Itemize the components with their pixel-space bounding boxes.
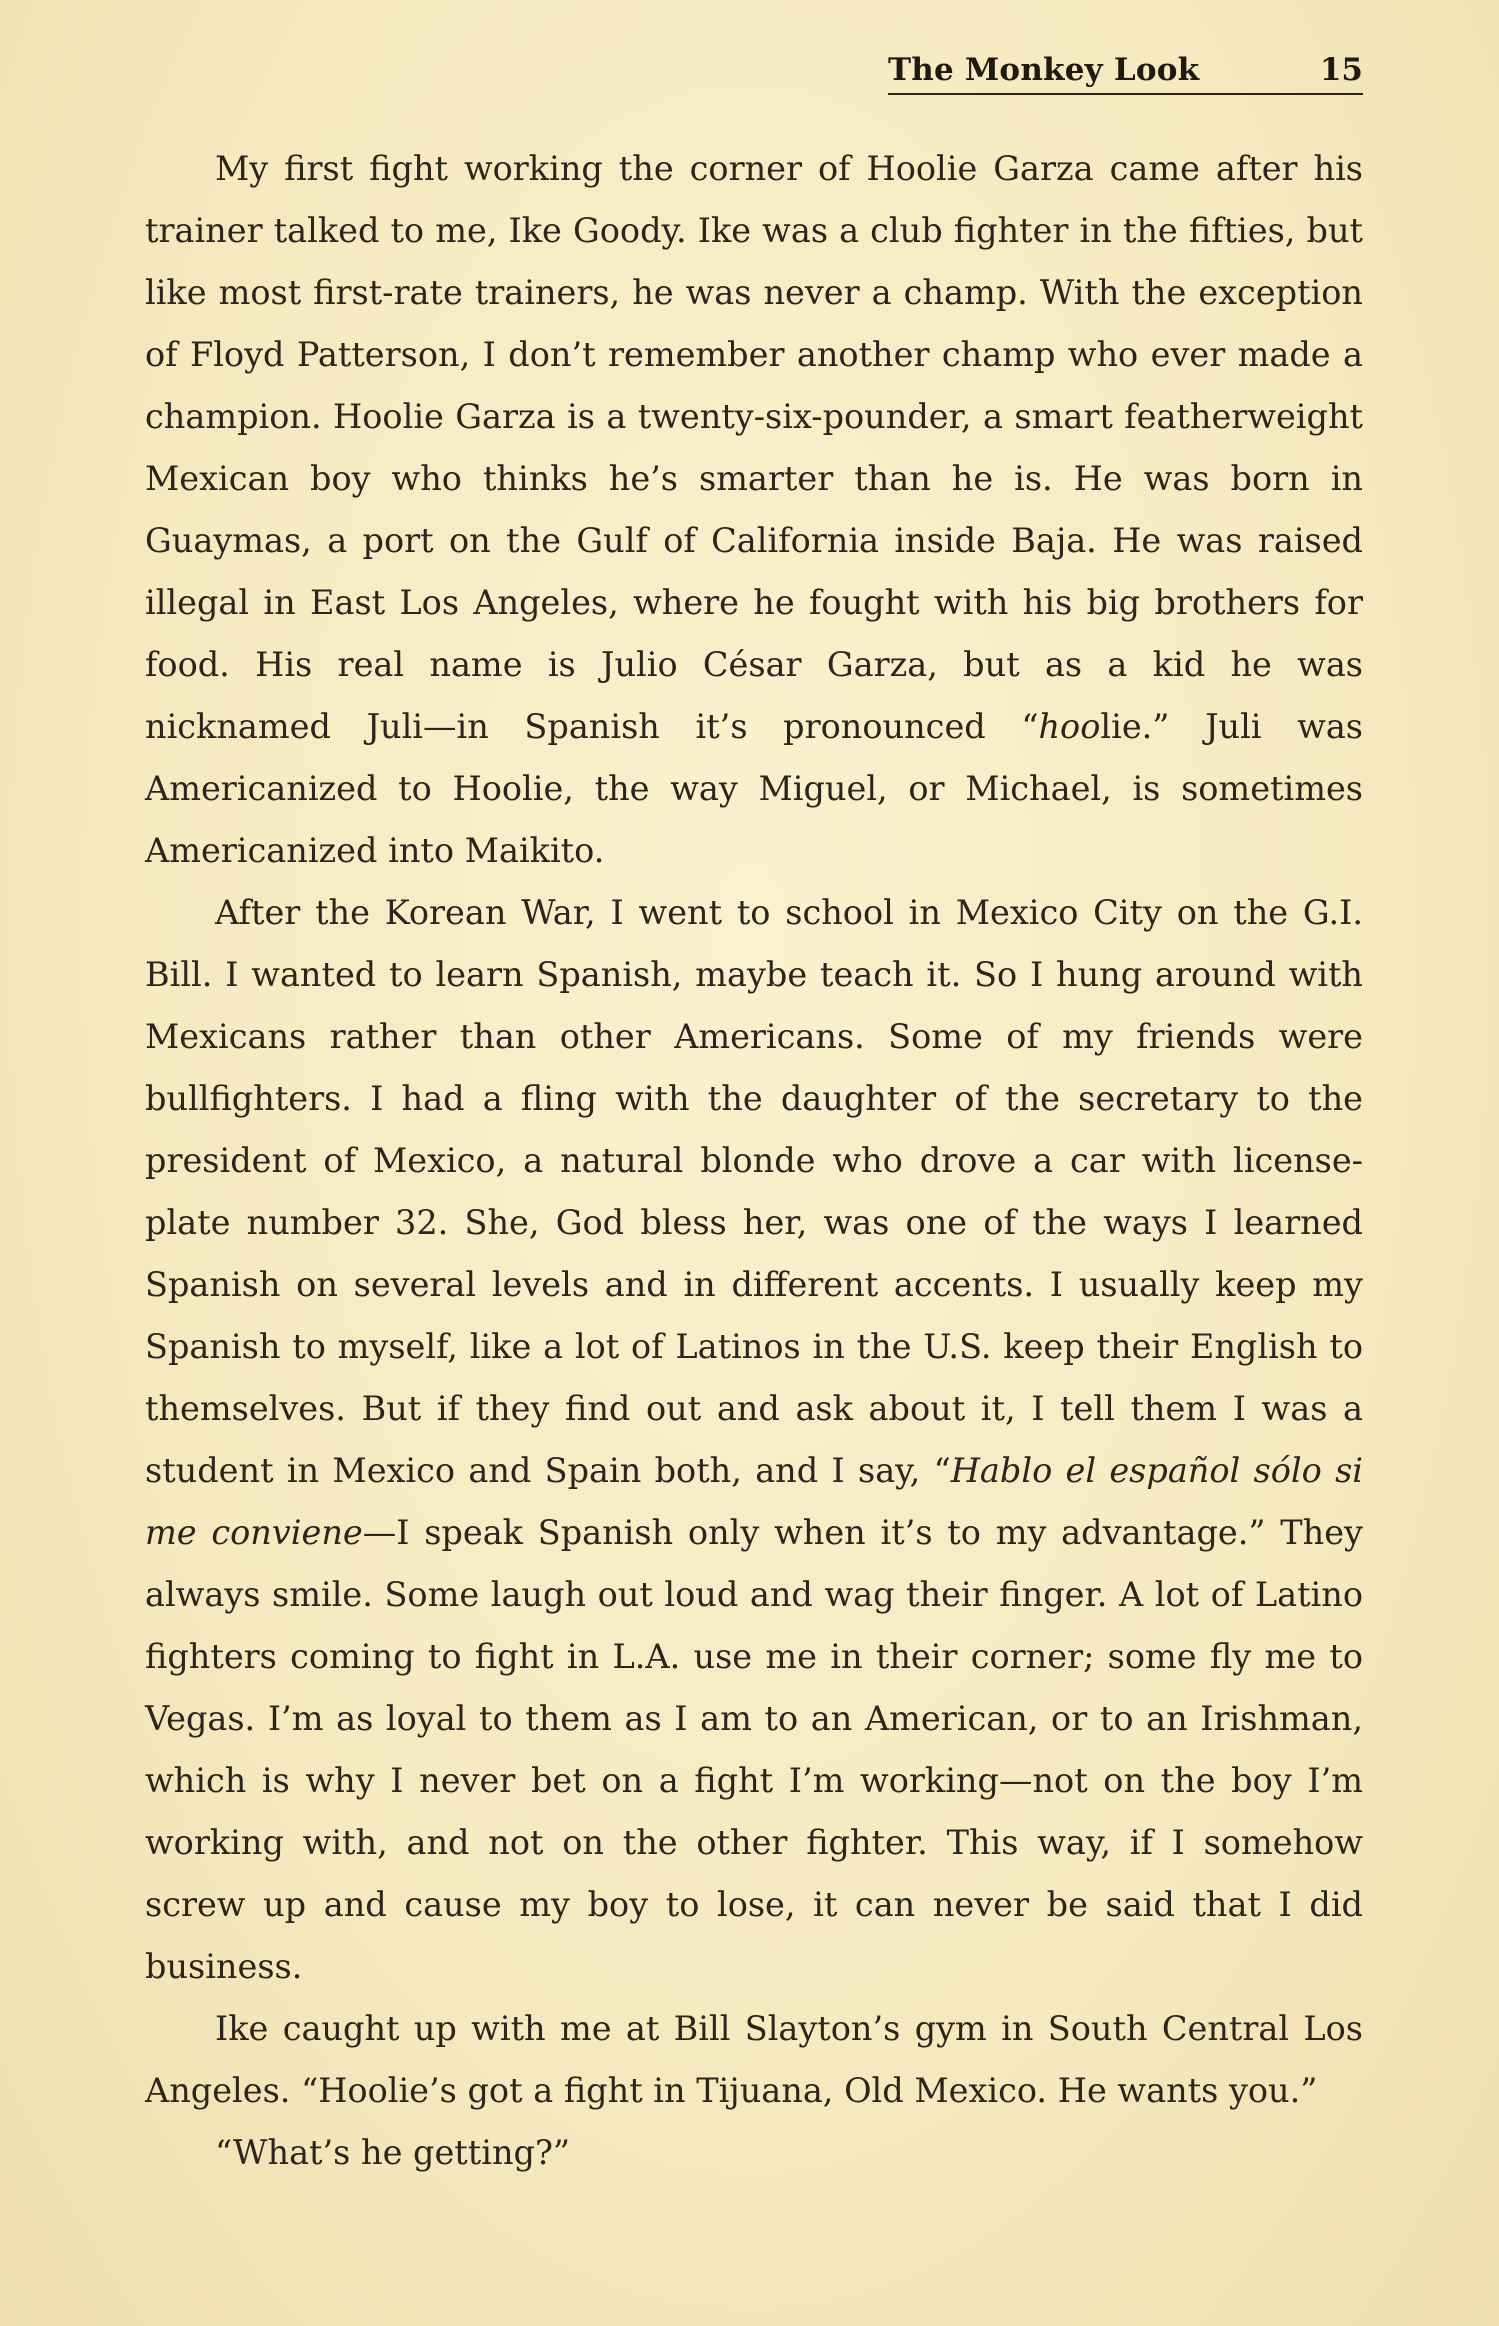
paragraph-text: My first fight working the corner of Hoolie Garza came after his trainer talked to me, Ike Goody. Ike was a club fighter in the fifties, but like most first-rate trainers, he was never a champ. With the exception of Floyd Patterson, I don’t remember another champ who ever made a champion. Hoolie Garza is a twenty-six-pounder, a smart featherweight Mexican boy who thinks he’s smarter than he is. He was born in Guaymas, a port on the Gulf of California inside Baja. He was raised illegal in East Los Angeles, where he fought with his big brothers for food. His real name is Julio César Garza, but as a kid he was nicknamed Juli—in Spanish it’s pronounced “ bbox=[145, 149, 1363, 746]
paragraph bbox=[145, 882, 1363, 1998]
italic-text: Hablo el español sólo si me conviene bbox=[145, 1451, 1363, 1552]
running-header bbox=[888, 52, 1363, 98]
paragraph-text: “What’s he getting?” bbox=[215, 2133, 571, 2172]
header-rule bbox=[888, 93, 1363, 95]
paragraph-text: —I speak Spanish only when it’s to my advantage.” They always smile. Some laugh out loud and wag their finger. A lot of Latino fighters coming to fight in L.A. use me in their corner; some fly me to Vegas. I’m as loyal to them as I am to an American, or to an Irishman, which is why I never bet on a fight I’m working—not on the boy I’m working with, and not on the other fighter. This way, if I somehow screw up and cause my boy to lose, it can never be said that I did business. bbox=[145, 1513, 1363, 1986]
paragraph bbox=[145, 2122, 1363, 2184]
italic-text: hoo bbox=[1038, 707, 1101, 746]
paragraph bbox=[145, 1998, 1363, 2122]
running-title: The Monkey Look bbox=[888, 52, 1200, 88]
paragraph-text: After the Korean War, I went to school in Mexico City on the G.I. Bill. I wanted to learn Spanish, maybe teach it. So I hung around with Mexicans rather than other Americans. Some of my friends were bullfighters. I had a fling with the daughter of the secretary to the president of Mexico, a natural blonde who drove a car with license-plate number 32. She, God bless her, was one of the ways I learned Spanish on several levels and in different accents. I usually keep my Spanish to myself, like a lot of Latinos in the U.S. keep their English to themselves. But if they find out and ask about it, I tell them I was a student in Mexico and Spain both, and I say, “ bbox=[145, 893, 1363, 1490]
body-text bbox=[145, 138, 1363, 2184]
paragraph bbox=[145, 138, 1363, 882]
page-number: 15 bbox=[1319, 52, 1363, 88]
paragraph-text: lie.” Juli was Americanized to Hoolie, the way Miguel, or Michael, is sometimes Americanized into Maikito. bbox=[145, 707, 1363, 870]
paragraph-text: Ike caught up with me at Bill Slayton’s gym in South Central Los Angeles. “Hoolie’s got a fight in Tijuana, Old Mexico. He wants you.” bbox=[145, 2009, 1363, 2110]
